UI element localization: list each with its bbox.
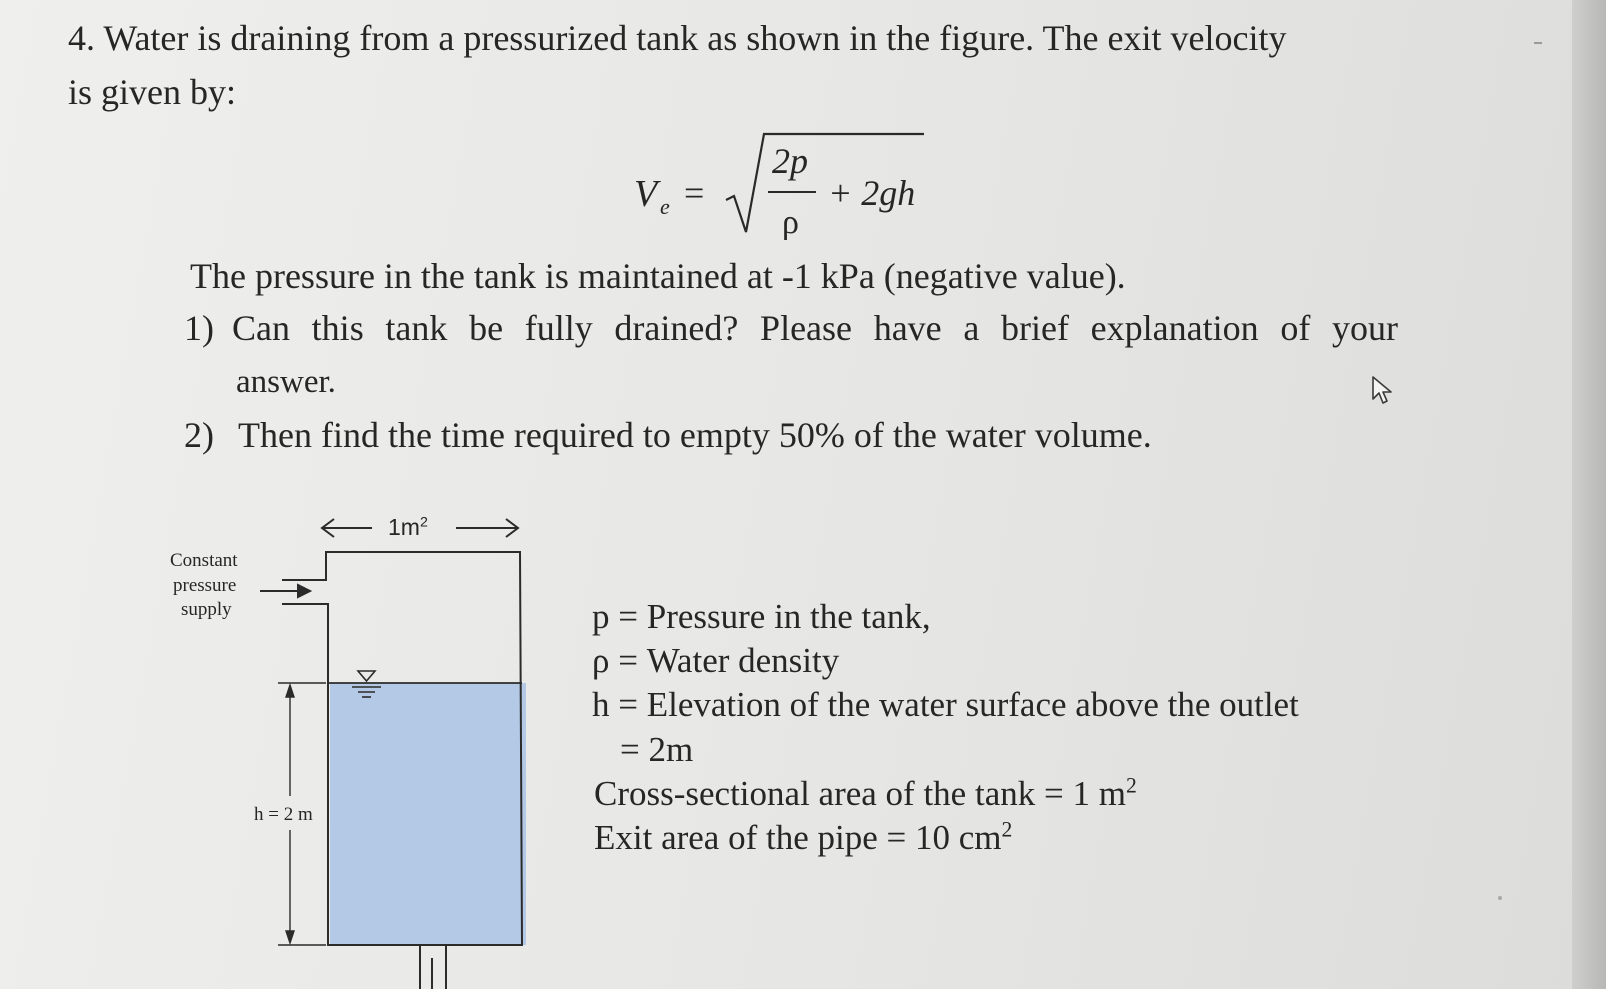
problem-statement-line-2: is given by: bbox=[68, 72, 236, 112]
formula-lhs-subscript: e bbox=[660, 194, 670, 219]
question-1-text-continued: answer. bbox=[236, 364, 336, 400]
question-2-number: 2) bbox=[184, 415, 214, 455]
legend-exit-area: Exit area of the pipe = 10 $cm^2$ bbox=[594, 817, 1013, 857]
supply-label-line-2: pressure bbox=[173, 575, 237, 596]
water-fill bbox=[330, 683, 526, 945]
formula-denominator: ρ bbox=[782, 204, 799, 241]
supply-label-line-3: supply bbox=[181, 599, 232, 620]
legend-elevation-value: = 2m bbox=[620, 730, 694, 769]
formula-plus-term: + 2gh bbox=[828, 173, 916, 213]
formula-lhs: V bbox=[634, 173, 658, 215]
legend-pressure: p = Pressure in the tank, bbox=[592, 597, 931, 636]
formula-numerator: 2p bbox=[772, 141, 808, 181]
legend-tank-area: Cross-sectional area of the tank = 1 $m^2$ bbox=[594, 773, 1137, 813]
question-1-number: 1) bbox=[184, 308, 214, 348]
question-1-text: Can this tank be fully drained? Please have a brief explanation of your bbox=[232, 308, 1398, 348]
legend-density: ρ = Water density bbox=[592, 641, 840, 680]
problem-statement-line-1: 4. Water is draining from a pressurized tank as shown in the figure. The exit velocity bbox=[68, 18, 1287, 58]
mouse-pointer-icon bbox=[1371, 375, 1395, 407]
tank-width-label: $1m^2$ bbox=[388, 514, 428, 540]
formula-equals: = bbox=[684, 173, 705, 213]
pressure-statement: The pressure in the tank is maintained at -1 kPa (negative value). bbox=[190, 256, 1126, 296]
supply-arrow-icon bbox=[260, 585, 310, 597]
supply-label-line-1: Constant bbox=[170, 550, 238, 571]
legend-elevation: h = Elevation of the water surface above the outlet bbox=[592, 685, 1299, 724]
height-label: h = 2 m bbox=[254, 804, 313, 825]
question-2-text: Then find the time required to empty 50% of the water volume. bbox=[238, 415, 1152, 455]
